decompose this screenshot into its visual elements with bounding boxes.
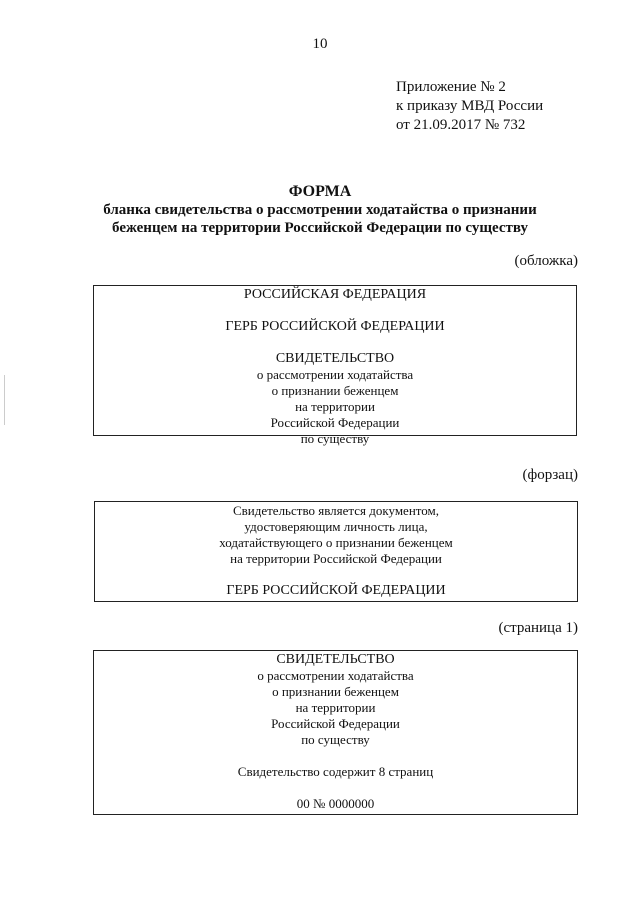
cover-emblem: ГЕРБ РОССИЙСКОЙ ФЕДЕРАЦИИ	[225, 319, 445, 334]
appendix-line-1: Приложение № 2	[396, 79, 506, 95]
cover-country: РОССИЙСКАЯ ФЕДЕРАЦИЯ	[243, 287, 427, 302]
page1-line: о признании беженцем	[272, 684, 399, 699]
appendix-line-3: от 21.09.2017 № 732	[396, 117, 526, 133]
page1-doc-title: СВИДЕТЕЛЬСТВО	[276, 652, 395, 667]
page1-serial-number: 00 № 0000000	[296, 796, 375, 811]
page1-line: по существу	[301, 732, 370, 747]
page1-pages-note: Свидетельство содержит 8 страниц	[237, 764, 434, 779]
appendix-line-2: к приказу МВД России	[396, 98, 544, 114]
cover-line: на территории	[295, 399, 375, 414]
scan-edge-mark	[4, 375, 5, 425]
cover-box	[93, 285, 577, 446]
endpaper-line: Свидетельство является документом,	[232, 503, 440, 518]
endpaper-line: ходатайствующего о признании беженцем	[219, 535, 453, 550]
endpaper-emblem: ГЕРБ РОССИЙСКОЙ ФЕДЕРАЦИИ	[226, 583, 446, 598]
appendix-reference	[396, 78, 543, 135]
page1-box	[93, 650, 578, 815]
page-number: 10	[312, 36, 328, 52]
endpaper-box	[94, 501, 578, 602]
form-title	[0, 183, 640, 237]
form-title-line-1: бланка свидетельства о рассмотрении ходатайства о признании	[103, 202, 537, 218]
form-heading: ФОРМА	[288, 183, 352, 200]
cover-label: (обложка)	[514, 253, 578, 269]
endpaper-line: на территории Российской Федерации	[230, 551, 442, 566]
cover-line: Российской Федерации	[270, 415, 400, 430]
page1-line: на территории	[295, 700, 376, 715]
cover-line: о рассмотрении ходатайства	[256, 367, 414, 382]
cover-line: о признании беженцем	[271, 383, 399, 398]
endpaper-line: удостоверяющим личность лица,	[244, 519, 428, 534]
cover-line: по существу	[300, 431, 370, 446]
page1-label: (страница 1)	[498, 620, 578, 636]
page1-line: о рассмотрении ходатайства	[257, 668, 414, 683]
form-title-line-2: беженцем на территории Российской Федерации по существу	[112, 220, 528, 236]
endpaper-label: (форзац)	[522, 467, 578, 483]
cover-doc-title: СВИДЕТЕЛЬСТВО	[275, 351, 395, 366]
page1-line: Российской Федерации	[271, 716, 400, 731]
